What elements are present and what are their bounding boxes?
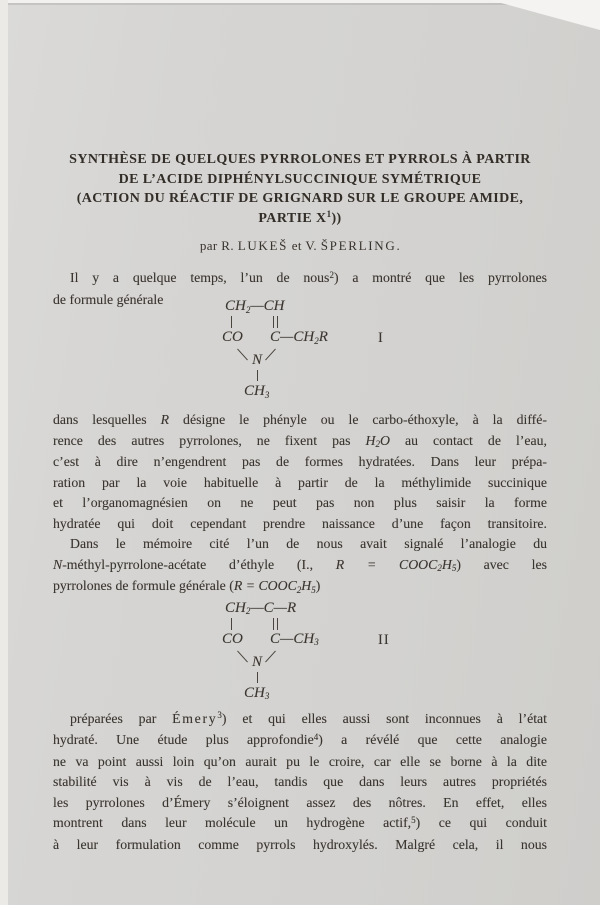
text-segment: hydratée qui doit cependant prendre naissance d’une façon transitoire. [53,515,547,531]
text-segment: 4 [313,731,319,742]
single-bond-left [231,316,232,328]
text-segment: ) [315,578,321,593]
text-segment: dans lesquelles [53,412,161,427]
formula-numeral: II [378,631,390,648]
formula-co-group [222,631,243,648]
text-segment: —C—R [250,599,297,616]
formula-co-group [222,329,243,346]
text-segment: R [160,412,170,427]
text-segment: les pyrrolones d’Émery s’éloignent assez des nôtres. En effet, elles [53,794,547,810]
text-line [53,835,547,856]
text-segment: 5 [451,563,457,573]
diagonal-bond-right [265,349,276,361]
text-segment: ) et qui elles aussi sont inconnues à l’état [221,710,547,726]
text-segment: CH [225,298,246,314]
text-segment: 2 [329,269,334,280]
text-segment: CO [222,630,243,647]
text-line [53,813,547,835]
text-line [53,473,547,494]
diagonal-bond-left [237,650,248,662]
single-bond-n-methyl [257,672,258,683]
text-segment: )) [331,210,342,226]
text-segment: ) ce qui conduit [415,815,547,830]
text-segment: au contact de l’eau, [389,432,547,448]
text-segment: désigne le phényle ou le carbo-éthoxyle, à la diffé- [169,412,547,427]
scan-corner-wedge [490,0,600,30]
formula-side-chain [270,631,319,648]
text-line [53,268,547,290]
text-segment: ) a montré que les pyrrolones [333,270,547,285]
formula-numeral: I [378,330,384,346]
text-line [53,493,547,514]
text-segment: 2 [437,563,442,573]
paragraph-3 [53,534,547,598]
title-line-1: SYNTHÈSE DE QUELQUES PYRROLONES ET PYRROLS À PARTIR [69,152,531,167]
text-line [53,431,547,453]
text-segment: 2 [375,439,380,449]
text-segment: ration par la voie habituelle à partir de la méthylimide succinique [53,474,547,490]
text-segment: CH [225,599,246,616]
text-segment: CO [222,329,243,345]
title-line-3: (ACTION DU RÉACTIF DE GRIGNARD SUR LE GROUPE AMIDE, [76,191,524,206]
text-segment: C—CH [270,630,315,647]
paragraph-2 [53,410,547,534]
text-segment: N [53,556,63,572]
chemical-structure-II [222,599,465,704]
text-segment: -méthyl-pyrrolone-acétate d’éthyle (I., [62,556,336,572]
single-bond-n-methyl [257,370,258,381]
text-segment: 1 [326,209,332,219]
text-segment: à leur formulation comme pyrrols hydroxylés. Malgré cela, il nous [53,836,547,852]
text-segment: montrent dans leur molécule un hydrogène actif, [53,815,412,830]
paragraph-4 [53,709,547,856]
author-byline [53,238,547,254]
text-segment: 3 [314,637,319,647]
text-segment: . [396,238,401,253]
text-segment: R = COOC [335,556,438,572]
text-segment: R [318,329,328,345]
title-line-2: DE L’ACIDE DIPHÉNYLSUCCINIQUE SYMÉTRIQUE [118,171,482,187]
text-segment: H [441,556,452,572]
text-segment: LUKEŠ [237,238,289,253]
diagonal-bond-right [265,650,276,662]
text-line [53,534,547,555]
text-segment: par R. [199,238,238,253]
text-segment: 3 [217,710,222,720]
formula-top-row [225,600,296,617]
formula-n-methyl [244,383,269,400]
text-line [53,752,547,773]
text-segment: stabilité vis à vis de l’eau, tandis que dans leurs autres propriétés [53,774,547,789]
text-segment: R = COOC [233,578,297,593]
scan-left-edge [0,0,8,905]
text-segment: c’est à dire n’engendrent pas de formes hydratées. Dans leur prépa- [53,454,547,469]
text-line [53,576,547,598]
text-line [53,793,547,814]
text-segment: ŠPERLING [320,238,397,253]
text-segment: de formule générale [53,291,164,307]
formula-nitrogen: N [252,653,263,670]
text-segment: et V. [288,238,321,253]
text-line [53,452,547,473]
single-bond-left [231,618,232,630]
formula-side-chain [270,329,328,346]
diagonal-bond-left [237,349,248,361]
text-segment: préparées par [70,710,173,726]
text-line [53,709,547,731]
text-segment: Il y a quelque temps, l’un de nous [70,270,330,285]
text-segment: O [379,432,390,448]
text-segment: CH [244,684,265,701]
text-segment: PARTIE X [258,210,327,226]
text-segment: 2 [245,304,251,315]
text-line [53,514,547,535]
text-segment: 5 [311,584,316,595]
text-segment: CH [244,383,265,399]
formula-n-methyl [244,685,269,702]
text-segment: 2 [314,335,319,346]
text-segment: 2 [296,584,302,595]
text-segment: ) avec les [456,556,547,572]
chemical-structure-I [222,298,465,402]
text-segment: ) a révélé que cette analogie [318,732,548,747]
text-line [53,772,547,793]
text-segment: 2 [245,606,251,616]
formula-top-row [225,298,285,315]
text-segment: H [301,578,312,593]
page-content [53,150,547,855]
text-segment: Émery [172,710,218,726]
text-segment: C—CH [270,329,315,345]
text-segment: 3 [264,691,270,701]
double-bond [273,618,278,630]
text-line [53,730,547,752]
double-bond [273,316,278,328]
text-segment: —CH [250,298,285,314]
text-segment: rence des autres pyrrolones, ne fixent pas [53,432,366,448]
text-segment: et l’organomagnésien on ne peut pas non plus saisir la forme [53,495,547,510]
text-segment: 3 [264,389,270,400]
text-segment: Dans le mémoire cité l’un de nous avait signalé l’analogie du [70,536,547,551]
article-title [53,150,547,229]
text-segment: pyrrolones de formule générale ( [53,578,234,593]
text-segment: H [365,432,376,448]
formula-nitrogen: N [252,352,263,368]
text-line [53,410,547,431]
text-line [53,555,547,577]
text-segment: 5 [411,814,416,825]
title-line-4 [53,209,547,230]
text-segment: ne va point aussi loin qu’on aurait pu le croire, car elle se borne à la dite [53,753,547,769]
text-segment: hydraté. Une étude plus approfondie [53,732,314,747]
